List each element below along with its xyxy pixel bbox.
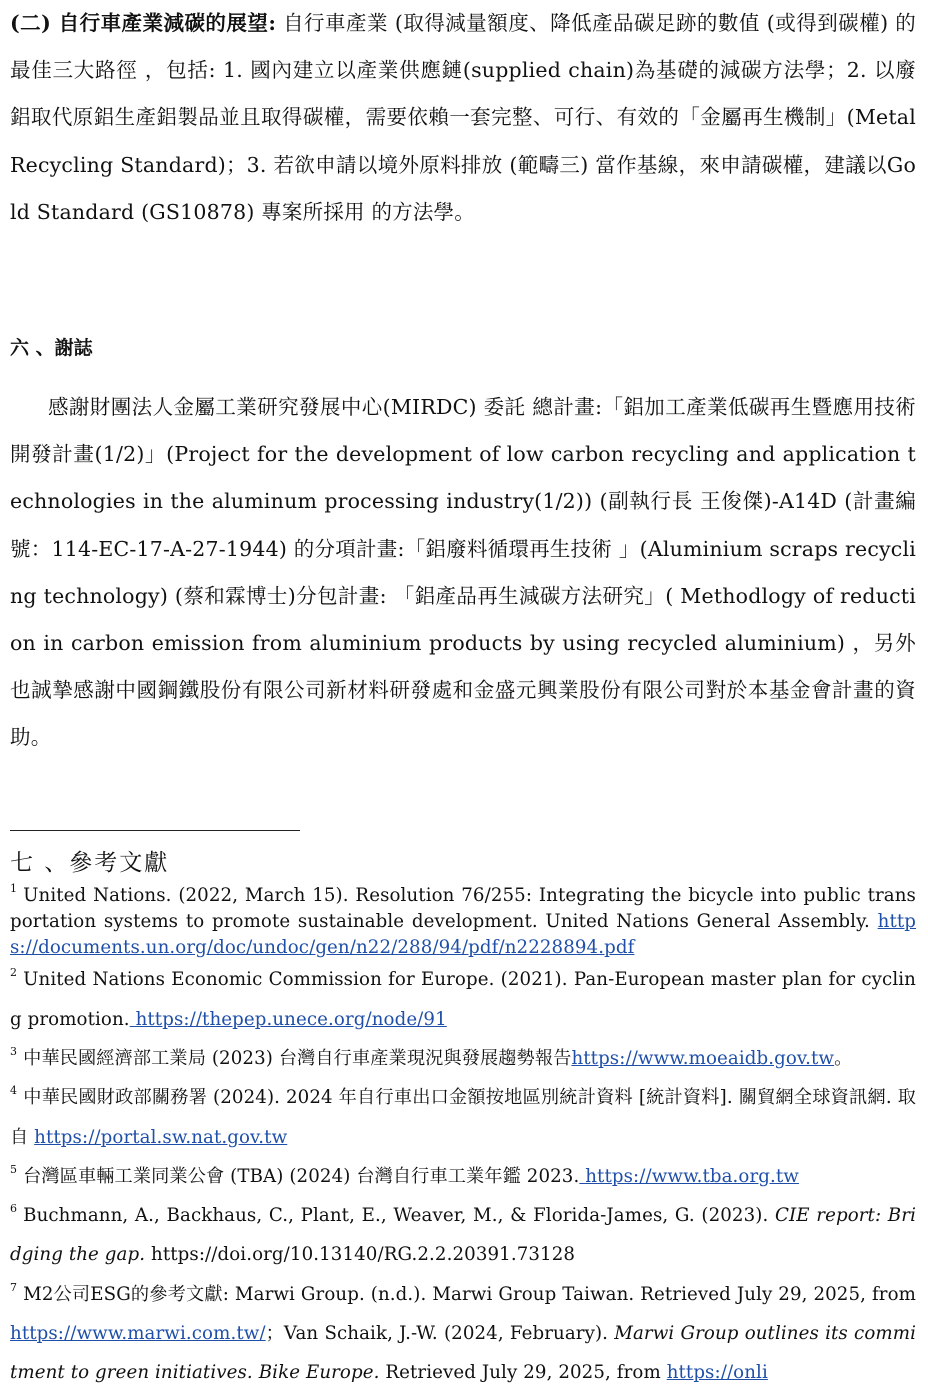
section-two-paragraph <box>10 0 916 236</box>
reference-number: 4 <box>10 1084 18 1098</box>
reference-list <box>10 883 916 1393</box>
reference-link[interactable]: https://thepep.unece.org/node/91 <box>129 1008 447 1030</box>
reference-item-4 <box>10 1078 916 1157</box>
reference-text: Buchmann, A., Backhaus, C., Plant, E., Weaver, M., & Florida-James, G. (2023). <box>23 1205 775 1227</box>
reference-link[interactable]: https://portal.sw.nat.gov.tw <box>34 1126 288 1148</box>
references-heading: 七 、參考文獻 <box>10 850 170 876</box>
reference-link[interactable]: https://www.tba.org.tw <box>579 1165 799 1187</box>
reference-number: 1 <box>10 882 18 895</box>
reference-tail: 。 <box>834 1047 853 1069</box>
reference-doi: https://doi.org/10.13140/RG.2.2.20391.73128 <box>145 1244 576 1266</box>
reference-number: 3 <box>10 1044 18 1058</box>
reference-item-1 <box>10 883 916 960</box>
section-two-body: 自行車產業 (取得減量額度、降低產品碳足跡的數值 (或得到碳權) 的最佳三大路徑 ，包括: 1. 國內建立以產業供應鏈(supplied chain)為基礎的減碳方法學；2. 以廢鋁取代原鋁生產鋁製品並且取得碳權，需要依賴一套完整、可行、有效的「金屬再生機制」(Metal Recycling Standard)；3. 若欲申請以境外原料排放 (範疇三) 當作基線，來申請碳權，建議以Gold Standard (GS10878) 專案所採用 的方法學。 <box>10 11 916 224</box>
reference-italic-title: CIE report: Bridging the gap. <box>10 1205 916 1266</box>
reference-number: 5 <box>10 1162 18 1176</box>
acknowledgement-heading: 六 、謝誌 <box>10 337 93 359</box>
reference-link-2[interactable]: https://onli <box>666 1362 768 1384</box>
reference-text: United Nations. (2022, March 15). Resolution 76/255: Integrating the bicycle into public transportation systems to promote sustainable development. United Nations General Assembly. <box>10 885 916 932</box>
reference-number: 7 <box>10 1280 18 1294</box>
reference-item-7 <box>10 1275 916 1393</box>
reference-item-2 <box>10 960 916 1039</box>
reference-text: United Nations Economic Commission for Europe. (2021). Pan-European master plan for cycling promotion. <box>10 969 916 1030</box>
reference-item-5 <box>10 1157 916 1196</box>
reference-text: 中華民國財政部關務署 (2024). 2024 年自行車出口金額按地區別統計資料 [統計資料]. 關貿網全球資訊網. 取自 <box>10 1087 916 1148</box>
reference-number: 2 <box>10 966 18 980</box>
reference-item-6 <box>10 1196 916 1275</box>
footnote-divider <box>10 830 300 831</box>
reference-tail: Retrieved July 29, 2025, from <box>379 1362 667 1384</box>
reference-link[interactable]: https://www.moeaidb.gov.tw <box>571 1047 835 1069</box>
reference-link[interactable]: https://www.marwi.com.tw/ <box>10 1323 266 1345</box>
acknowledgement-paragraph: 感謝財團法人金屬工業研究發展中心(MIRDC) 委託 總計畫:「鋁加工產業低碳再生暨應用技術開發計畫(1/2)」(Project for the development of low carbon recycling and application technologies in the aluminum processing industry(1/2)) (副執行長 王俊傑)-A14D (計畫編號：114-EC-17-A-27-1944) 的分項計畫:「鋁廢料循環再生技術 」(Aluminium scraps recycling technology) (蔡和霖博士)分包計畫: 「鋁產品再生減碳方法研究」( Methodlogy of reduction in carbon emission from aluminium products by using recycled aluminium) ，另外也誠摯感謝中國鋼鐵股份有限公司新材料研發處和金盛元興業股份有限公司對於本基金會計畫的資助。 <box>10 395 916 750</box>
reference-italic-title: Marwi Group outlines its commitment to green initiatives. Bike Europe. <box>10 1323 916 1384</box>
reference-link[interactable]: https://documents.un.org/doc/undoc/gen/n22/288/94/pdf/n2228894.pdf <box>10 910 916 958</box>
section-two-title: (二) 自行車產業減碳的展望: <box>10 11 277 35</box>
reference-text: 中華民國經濟部工業局 (2023) 台灣自行車產業現況與發展趨勢報告 <box>23 1047 572 1069</box>
reference-text: 台灣區車輛工業同業公會 (TBA) (2024) 台灣自行車工業年鑑 2023. <box>23 1165 580 1187</box>
reference-item-3 <box>10 1039 916 1078</box>
reference-number: 6 <box>10 1202 18 1216</box>
reference-text: M2公司ESG的參考文獻: Marwi Group. (n.d.). Marwi Group Taiwan. Retrieved July 29, 2025, from <box>23 1283 916 1305</box>
reference-text-middle: ；Van Schaik, J.-W. (2024, February). <box>265 1323 615 1345</box>
